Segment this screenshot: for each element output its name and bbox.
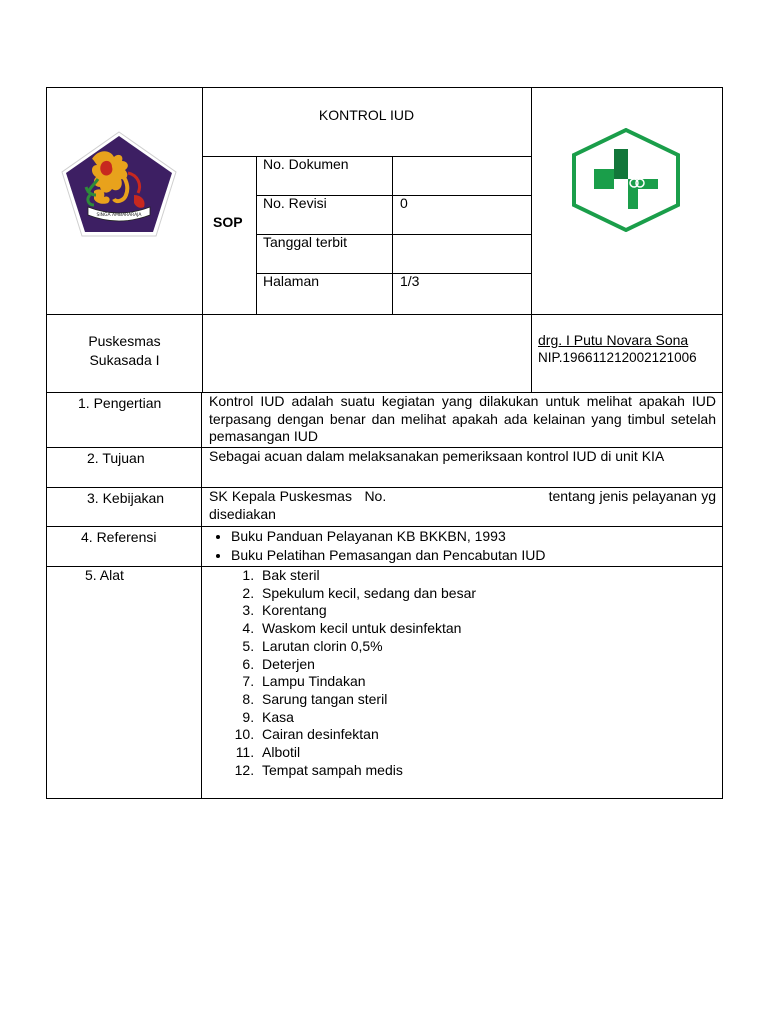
institution-cell [47,315,203,392]
section-text: SK Kepala Puskesmas No. tentang jenis pelayanan yg disediakan [209,488,720,522]
alat-list [209,567,716,779]
signer-name: drg. I Putu Novara Sona [538,332,689,348]
list-item: 2. Spekulum kecil, sedang dan besar [258,585,716,603]
meta-label: Halaman [263,273,320,289]
section-alat [47,567,722,798]
sop-label-cell [202,156,257,314]
meta-row-tanggal [256,234,531,274]
list-item: 10. Cairan desinfektan [258,726,716,744]
list-item: • Buku Panduan Pelayanan KB BKKBN, 1993 [231,527,716,546]
document-header [47,88,722,315]
section-kebijakan [47,488,722,527]
header-center [202,88,531,314]
section-label: 2. Tujuan [47,448,202,487]
list-item: 3. Korentang [258,602,716,620]
section-label: 1. Pengertian [47,393,202,447]
section-text: Sebagai acuan dalam melaksanakan pemeriksaan kontrol IUD di unit KIA [209,448,665,464]
meta-value: 0 [400,195,408,211]
list-item: 1. Bak steril [258,567,716,585]
puskesmas-logo-icon [570,128,682,232]
crest-motto: SINGA AMBARARAJA [96,213,142,218]
institution-name-line1: Puskesmas [88,333,161,349]
section-pengertian [47,393,722,448]
list-item: 12. Tempat sampah medis [258,762,716,780]
right-logo-cell [531,88,722,314]
title-box [202,88,531,157]
list-item: • Buku Pelatihan Pemasangan dan Pencabutan IUD [231,546,716,565]
list-item: 11. Albotil [258,744,716,762]
meta-label: No. Revisi [263,195,327,211]
section-label: 5. Alat [47,567,202,798]
sop-label: SOP [213,214,243,230]
institution-row [47,315,722,393]
meta-value: 1/3 [400,273,420,289]
section-label: 4. Referensi [47,527,202,566]
regency-crest-icon [58,129,180,241]
section-text: Kontrol IUD adalah suatu kegiatan yang dilakukan untuk melihat apakah IUD terpasang dengan benar dan melihat apakah ada kelainan yang timbul setelah pemasangan IUD [209,393,716,444]
meta-label: Tanggal terbit [263,234,348,250]
meta-row-revisi [256,195,531,235]
list-item: 6. Deterjen [258,656,716,674]
signer-cell [531,315,722,392]
left-logo-cell [47,88,203,314]
meta-label: No. Dokumen [263,156,349,172]
document-title: KONTROL IUD [318,107,415,123]
sop-document [46,87,723,799]
list-item: 8. Sarung tangan steril [258,691,716,709]
institution-name-line2: Sukasada I [89,352,160,368]
section-tujuan [47,448,722,488]
section-label: 3. Kebijakan [47,488,202,526]
meta-row-dokumen [256,156,531,196]
list-item: 9. Kasa [258,709,716,727]
signer-nip: NIP.196611212002121006 [538,350,697,365]
list-item: 5. Larutan clorin 0,5% [258,638,716,656]
referensi-list [209,527,716,565]
meta-row-halaman [256,273,531,314]
list-item: 4. Waskom kecil untuk desinfektan [258,620,716,638]
section-referensi [47,527,722,567]
list-item: 7. Lampu Tindakan [258,673,716,691]
